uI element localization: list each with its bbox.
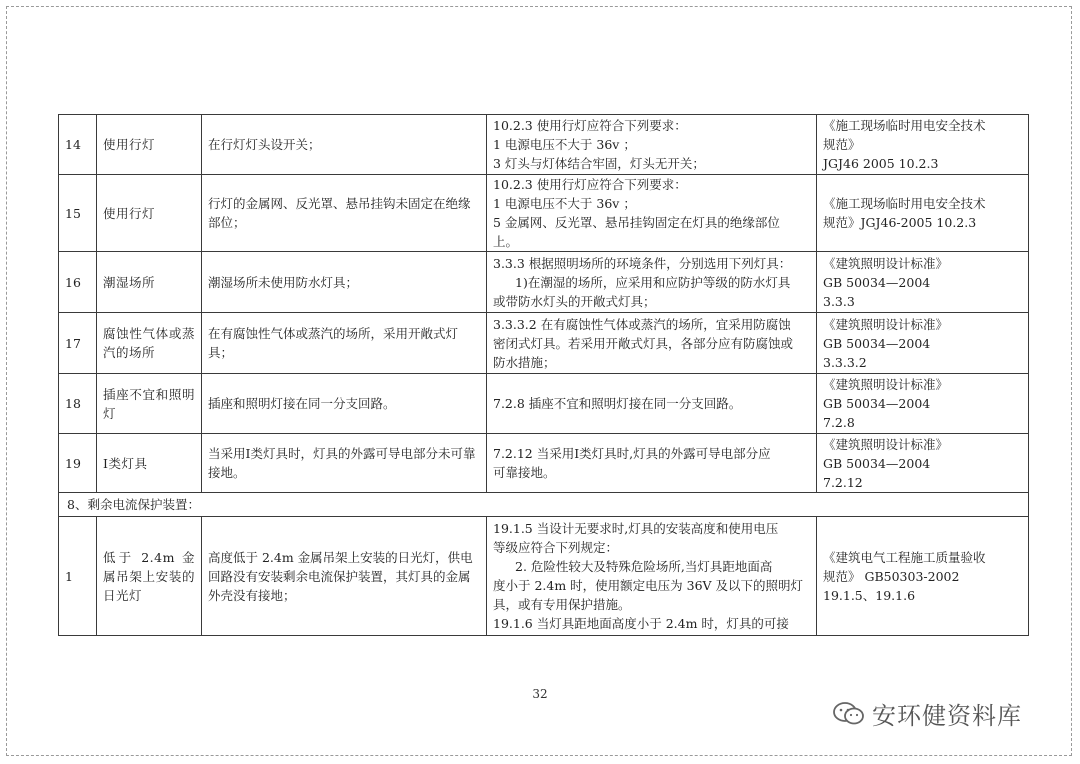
row-requirement [487, 313, 817, 374]
page-number: 32 [532, 687, 548, 701]
section-row [59, 493, 1029, 517]
requirement-line: 3.3.3.2 在有腐蚀性气体或蒸汽的场所，宜采用防腐蚀 [493, 316, 791, 332]
row-problem: 插座和照明灯接在同一分支回路。 [202, 374, 487, 434]
requirement-line: 7.2.8 插座不宜和照明灯接在同一分支回路。 [493, 396, 742, 411]
wechat-icon [832, 701, 866, 727]
basis-line: GB 50034—2004 [823, 335, 931, 351]
basis-line: JGJ46 2005 10.2.3 [823, 156, 939, 171]
basis-line: 《建筑照明设计标准》 [823, 255, 949, 271]
table-row [59, 175, 1029, 252]
row-basis [817, 175, 1029, 252]
basis-line: 19.1.5、19.1.6 [823, 587, 916, 603]
basis-line: GB 50034—2004 [823, 396, 931, 411]
row-item: 使用行灯 [97, 115, 202, 175]
requirement-line: 5 金属网、反光罩、悬吊挂钩固定在灯具的绝缘部位 [493, 215, 780, 230]
lighting-issues-table [58, 114, 1029, 636]
requirement-line: 可靠接地。 [493, 465, 556, 480]
requirement-line: 19.1.5 当设计无要求时,灯具的安装高度和使用电压 [493, 521, 779, 536]
requirement-line: 密闭式灯具。若采用开敞式灯具，各部分应有防腐蚀或 [493, 335, 794, 351]
table-row [59, 115, 1029, 175]
requirement-line: 10.2.3 使用行灯应符合下列要求： [493, 118, 687, 133]
requirement-line: 3 灯头与灯体结合牢固，灯头无开关； [493, 156, 705, 171]
row-requirement [487, 175, 817, 252]
row-number: 16 [59, 252, 97, 313]
basis-line: 《建筑照明设计标准》 [823, 377, 949, 392]
basis-line: GB 50034—2004 [823, 274, 931, 290]
watermark-text: 安环健资料库 [872, 702, 1022, 730]
requirement-line: 1)在潮湿的场所，应采用和应防护等级的防水灯具 [515, 274, 791, 290]
row-problem: 潮湿场所未使用防水灯具； [202, 252, 487, 313]
table-row [59, 313, 1029, 374]
requirement-line: 具，或有专用保护措施。 [493, 597, 631, 612]
row-problem: 当采用Ⅰ类灯具时，灯具的外露可导电部分未可靠接地。 [202, 434, 487, 493]
row-requirement [487, 252, 817, 313]
row-requirement [487, 434, 817, 493]
table-body-b [59, 517, 1029, 636]
row-basis [817, 434, 1029, 493]
requirement-line: 7.2.12 当采用Ⅰ类灯具时,灯具的外露可导电部分应 [493, 446, 771, 461]
row-number: 15 [59, 175, 97, 252]
watermark [832, 696, 1022, 731]
row-item: 腐蚀性气体或蒸汽的场所 [97, 313, 202, 374]
requirement-line: 1 电源电压不大于 36v ； [493, 196, 636, 211]
requirement-line: 10.2.3 使用行灯应符合下列要求： [493, 177, 687, 192]
basis-line: 规范》 GB50303-2002 [823, 568, 960, 584]
row-number: 19 [59, 434, 97, 493]
table-row [59, 374, 1029, 434]
row-number: 17 [59, 313, 97, 374]
basis-line: 《施工现场临时用电安全技术 [823, 196, 986, 211]
basis-line: 3.3.3.2 [823, 354, 867, 370]
requirement-line: 3.3.3 根据照明场所的环境条件，分别选用下列灯具： [493, 255, 792, 271]
requirement-line: 等级应符合下列规定： [493, 540, 619, 555]
row-number: 1 [59, 517, 97, 636]
row-basis [817, 517, 1029, 636]
basis-line: 规范》 [823, 137, 861, 152]
row-requirement [487, 115, 817, 175]
row-number: 18 [59, 374, 97, 434]
requirement-line: 2. 危险性较大及特殊危险场所,当灯具距地面高 [515, 559, 773, 574]
section-title: 8、剩余电流保护装置： [59, 493, 1029, 517]
row-number: 14 [59, 115, 97, 175]
row-basis [817, 252, 1029, 313]
row-item: 潮湿场所 [97, 252, 202, 313]
basis-line: 7.2.12 [823, 474, 863, 490]
row-basis [817, 115, 1029, 175]
basis-line: 《建筑照明设计标准》 [823, 436, 949, 452]
basis-line: 《建筑照明设计标准》 [823, 316, 949, 332]
row-item: 低于 2.4m 金属吊架上安装的日光灯 [97, 517, 202, 636]
requirement-line: 防水措施； [493, 354, 556, 370]
row-requirement [487, 517, 817, 636]
row-basis [817, 313, 1029, 374]
basis-line: 规范》JGJ46-2005 10.2.3 [823, 215, 977, 230]
basis-line: GB 50034—2004 [823, 455, 931, 471]
row-basis [817, 374, 1029, 434]
table-row [59, 252, 1029, 313]
requirement-line: 度小于 2.4m 时，使用额定电压为 36V 及以下的照明灯 [493, 578, 804, 593]
row-problem: 行灯的金属网、反光罩、悬吊挂钩未固定在绝缘部位； [202, 175, 487, 252]
basis-line: 7.2.8 [823, 415, 855, 430]
requirement-line: 19.1.6 当灯具距地面高度小于 2.4m 时，灯具的可接 [493, 616, 789, 631]
table-row [59, 517, 1029, 636]
requirement-line: 上。 [493, 234, 519, 249]
row-problem: 在行灯灯头设开关； [202, 115, 487, 175]
requirement-line: 1 电源电压不大于 36v ； [493, 137, 636, 152]
row-problem: 在有腐蚀性气体或蒸汽的场所，采用开敞式灯具； [202, 313, 487, 374]
basis-line: 《建筑电气工程施工质量验收 [823, 549, 986, 565]
row-problem: 高度低于 2.4m 金属吊架上安装的日光灯，供电回路没有安装剩余电流保护装置，其灯具的金属外壳没有接地； [202, 517, 487, 636]
row-item: Ⅰ类灯具 [97, 434, 202, 493]
basis-line: 3.3.3 [823, 293, 855, 309]
row-item: 插座不宜和照明灯 [97, 374, 202, 434]
basis-line: 《施工现场临时用电安全技术 [823, 118, 986, 133]
row-item: 使用行灯 [97, 175, 202, 252]
table-row [59, 434, 1029, 493]
row-requirement [487, 374, 817, 434]
requirement-line: 或带防水灯头的开敞式灯具； [493, 293, 656, 309]
table-body-a [59, 115, 1029, 493]
